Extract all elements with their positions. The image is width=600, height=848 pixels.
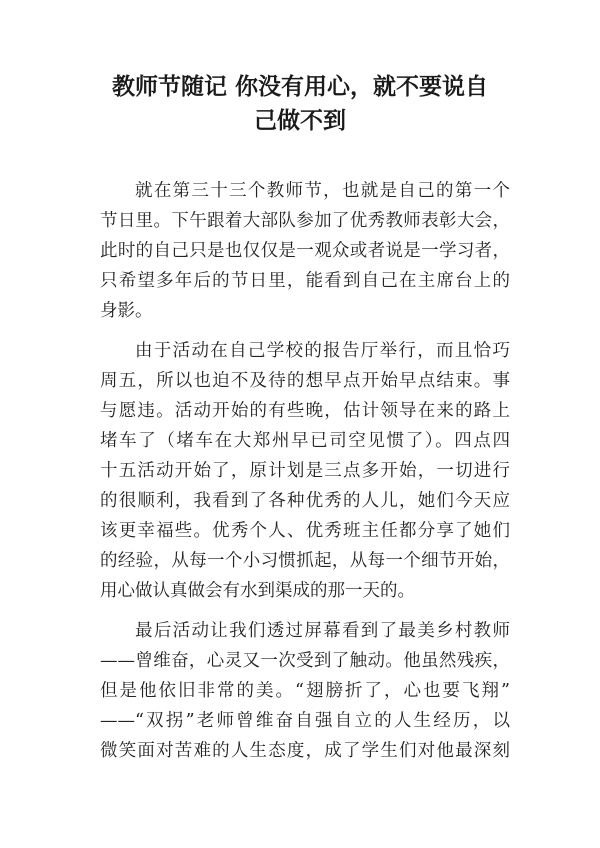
paragraph	[100, 176, 510, 326]
title-line: 教师节随记 你没有用心，就不要说自	[111, 74, 488, 100]
text-line: ——曾维奋，心灵又一次受到了触动。他虽然残疾，	[100, 651, 510, 671]
paragraph-gap	[100, 326, 510, 336]
title-line: 己做不到	[254, 108, 346, 134]
text-line: 与愿违。活动开始的有些晚，估计领导在来的路上	[100, 401, 510, 421]
text-line: 只希望多年后的节日里，能看到自己在主席台上的	[100, 271, 510, 291]
text-line: 最后活动让我们透过屏幕看到了最美乡村教师	[135, 621, 510, 641]
paragraph	[100, 336, 510, 606]
document-body	[100, 176, 510, 766]
text-line: 堵车了（堵车在大郑州早已司空见惯了）。四点四	[100, 431, 510, 451]
text-line: 节日里。下午跟着大部队参加了优秀教师表彰大会，	[100, 211, 510, 231]
text-line: 十五活动开始了，原计划是三点多开始，一切进行	[100, 461, 510, 481]
text-line: 该更幸福些。优秀个人、优秀班主任都分享了她们	[100, 521, 510, 541]
text-line: 身影。	[100, 301, 153, 321]
text-line: 由于活动在自己学校的报告厅举行，而且恰巧	[135, 341, 510, 361]
text-line: 此时的自己只是也仅仅是一观众或者说是一学习者，	[100, 241, 510, 261]
text-line: 的经验，从每一个小习惯抓起，从每一个细节开始，	[100, 551, 510, 571]
text-line: 用心做认真做会有水到渠成的那一天的。	[100, 581, 415, 601]
text-line: 但是他依旧非常的美。“翅膀折了，心也要飞翔”	[100, 681, 510, 701]
text-line: ——“双拐”老师曾维奋自强自立的人生经历，以	[100, 711, 510, 731]
document-title	[88, 70, 512, 138]
text-line: 的很顺利，我看到了各种优秀的人儿，她们今天应	[100, 491, 510, 511]
paragraph	[100, 616, 510, 766]
text-line: 就在第三十三个教师节，也就是自己的第一个	[135, 181, 510, 201]
text-line: 微笑面对苦难的人生态度，成了学生们对他最深刻	[100, 741, 510, 761]
paragraph-gap	[100, 606, 510, 616]
text-line: 周五，所以也迫不及待的想早点开始早点结束。事	[100, 371, 510, 391]
